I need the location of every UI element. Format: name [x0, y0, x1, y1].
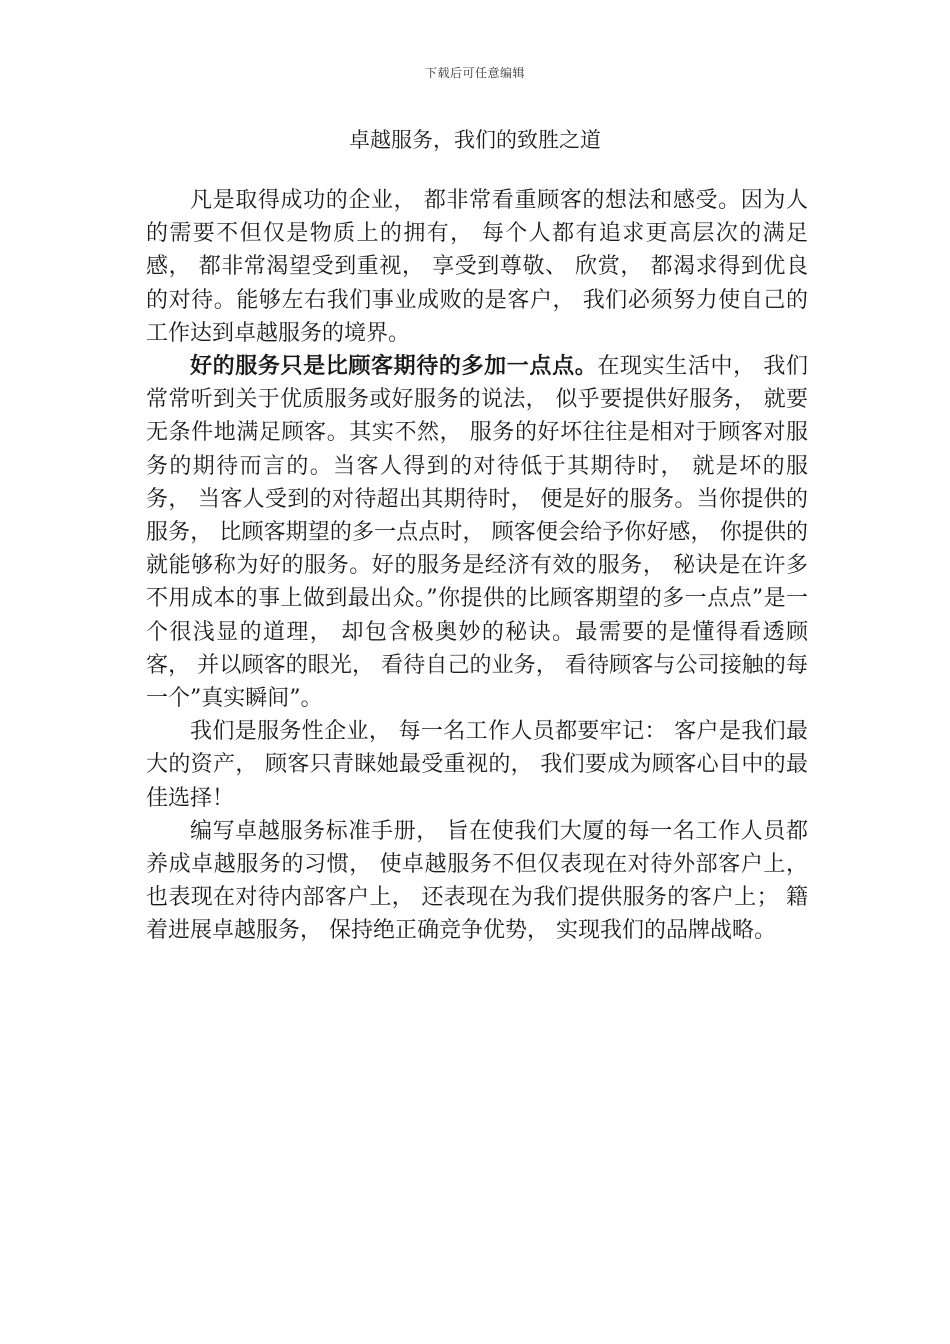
paragraph-4-text: 编写卓越服务标准手册， 旨在使我们大厦的每一名工作人员都养成卓越服务的习惯， 使卓越服务不但仅表现在对待外部客户上， 也表现在对待内部客户上， 还表现在为我们提供服务的客户上； 籍着进展卓越服务， 保持绝正确竞争优势， 实现我们的品牌战略。	[146, 818, 808, 944]
paragraph-3-text: 我们是服务性企业， 每一名工作人员都要牢记： 客户是我们最大的资产， 顾客只青睐她最受重视的， 我们要成为顾客心目中的最佳选择！	[146, 719, 808, 811]
header-note: 下载后可任意编辑	[424, 66, 525, 80]
document-body	[146, 184, 808, 948]
paragraph-2-lead: 好的服务只是比顾客期待的多加一点点。	[190, 353, 598, 380]
paragraph-3	[146, 715, 808, 815]
paragraph-2	[146, 350, 808, 715]
paragraph-2-text: 在现实生活中， 我们常常听到关于优质服务或好服务的说法， 似乎要提供好服务， 就要无条件地满足顾客。其实不然， 服务的好坏往往是相对于顾客对服务的期待而言的。当客人得到的对待低于其期待时， 就是坏的服务， 当客人受到的对待超出其期待时， 便是好的服务。当你提供的服务， 比顾客期望的多一点点时， 顾客便会给予你好感， 你提供的就能够称为好的服务。好的服务是经济有效的服务， 秘诀是在许多不用成本的事上做到最出众。”你提供的比顾客期望的多一点点”是一个很浅显的道理， 却包含极奥妙的秘诀。最需要的是懂得看透顾客， 并以顾客的眼光， 看待自己的业务， 看待顾客与公司接触的每一个”真实瞬间”。	[146, 354, 808, 712]
paragraph-1	[146, 184, 808, 350]
document-title: 卓越服务，我们的致胜之道	[349, 128, 601, 152]
paragraph-1-text: 凡是取得成功的企业， 都非常看重顾客的想法和感受。因为人的需要不但仅是物质上的拥有， 每个人都有追求更高层次的满足感， 都非常渴望受到重视， 享受到尊敬、 欣赏， 都渴求得到优良的对待。能够左右我们事业成败的是客户， 我们必须努力使自己的工作达到卓越服务的境界。	[146, 188, 808, 346]
paragraph-4	[146, 815, 808, 948]
